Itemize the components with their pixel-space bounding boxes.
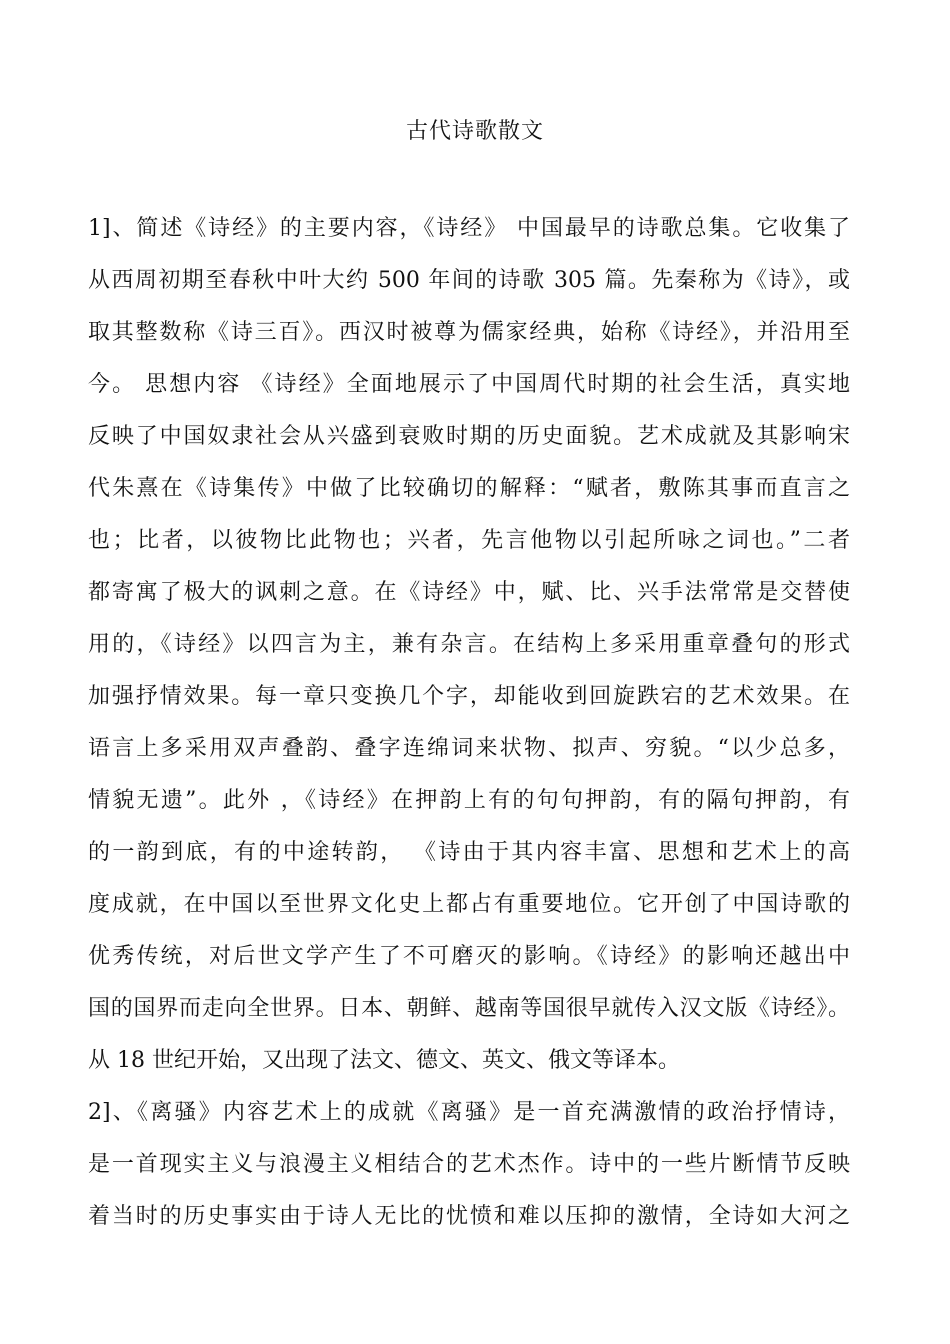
- text-line: 1]、简述《诗经》的主要内容，《诗经》 中国最早的诗歌总集。它收集了: [88, 216, 850, 241]
- text-line: 都寄寓了极大的讽刺之意。在《诗经》中，赋、比、兴手法常常是交替使: [88, 580, 850, 605]
- text-line: 反映了中国奴隶社会从兴盛到衰败时期的历史面貌。艺术成就及其影响宋: [88, 424, 850, 449]
- text-line: 着当时的历史事实由于诗人无比的忧愤和难以压抑的激情，全诗如大河之: [88, 1204, 850, 1229]
- text-line: 是一首现实主义与浪漫主义相结合的艺术杰作。诗中的一些片断情节反映: [88, 1152, 850, 1177]
- text-line: 代朱熹在《诗集传》中做了比较确切的解释：“赋者，敷陈其事而直言之: [88, 476, 850, 501]
- text-line: 用的，《诗经》以四言为主，兼有杂言。在结构上多采用重章叠句的形式: [88, 632, 850, 657]
- text-line: 从 18 世纪开始，又出现了法文、德文、英文、俄文等译本。: [88, 1048, 680, 1073]
- text-line: 国的国界而走向全世界。日本、朝鲜、越南等国很早就传入汉文版《诗经》。: [88, 996, 850, 1021]
- text-line: 也；比者，以彼物比此物也；兴者，先言他物以引起所咏之词也。”二者: [88, 528, 850, 553]
- text-line: 加强抒情效果。每一章只变换几个字，却能收到回旋跌宕的艺术效果。在: [88, 684, 850, 709]
- text-line: 的一韵到底，有的中途转韵， 《诗由于其内容丰富、思想和艺术上的高: [88, 840, 850, 865]
- text-line: 从西周初期至春秋中叶大约 500 年间的诗歌 305 篇。先秦称为《诗》，或: [88, 268, 850, 293]
- text-line: 情貌无遗”。此外 ，《诗经》在押韵上有的句句押韵，有的隔句押韵，有: [88, 788, 850, 813]
- text-line: 优秀传统，对后世文学产生了不可磨灭的影响。《诗经》的影响还越出中: [88, 944, 850, 969]
- text-line: 今。 思想内容 《诗经》全面地展示了中国周代时期的社会生活，真实地: [88, 372, 850, 397]
- text-line: 取其整数称《诗三百》。西汉时被尊为儒家经典，始称《诗经》，并沿用至: [88, 320, 850, 345]
- document-title: 古代诗歌散文: [405, 119, 544, 144]
- text-line: 度成就，在中国以至世界文化史上都占有重要地位。它开创了中国诗歌的: [88, 892, 850, 917]
- text-line: 2]、《离骚》内容艺术上的成就《离骚》是一首充满激情的政治抒情诗，: [88, 1100, 850, 1125]
- text-line: 语言上多采用双声叠韵、叠字连绵词来状物、拟声、穷貌。“以少总多，: [88, 736, 850, 761]
